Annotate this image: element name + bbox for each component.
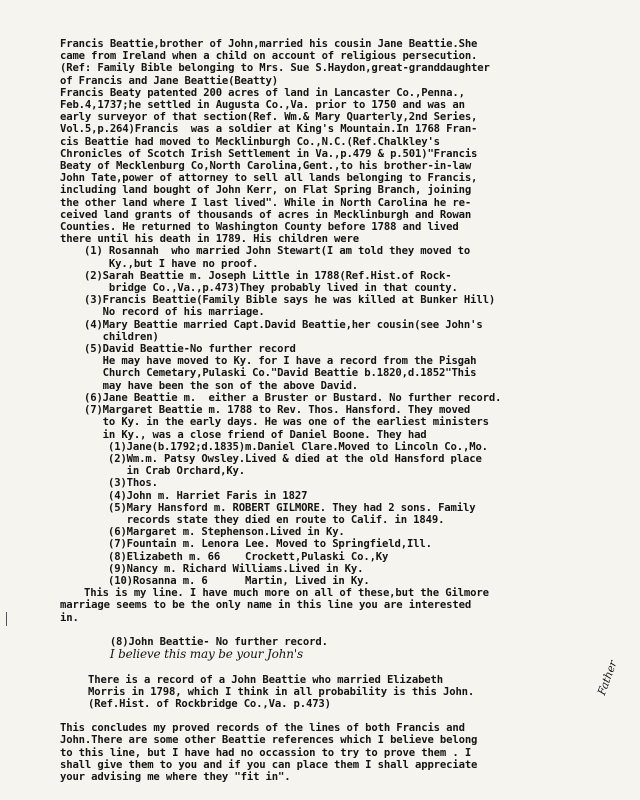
grandchild-entry: (10)Rosanna m. 6 Martin, Lived in Ky. <box>108 574 370 587</box>
child-entry: (3)Francis Beattie(Family Bible says he was killed at Bunker Hill) <box>84 294 496 307</box>
text-line: of Francis and Jane Beattie(Beatty) <box>60 74 278 87</box>
my-line-paragraph <box>60 587 630 624</box>
child-entry-continued: to Ky. in the early days. He was one of the earliest ministers <box>84 416 489 429</box>
child-entry: (6)Jane Beattie m. either a Bruster or Bustard. No further record. <box>84 391 502 404</box>
grandchild-entry: (7)Fountain m. Lenora Lee. Moved to Springfield,Ill. <box>108 538 432 551</box>
handwritten-note: I believe this may be your John's <box>109 647 304 662</box>
text-line: to this line, but I have had no occassion to try to prove them . I <box>60 746 472 759</box>
grandchild-entry: (5)Mary Hansford m. ROBERT GILMORE. They had 2 sons. Family <box>108 501 476 514</box>
closing-paragraph <box>60 722 630 783</box>
text-line: This concludes my proved records of the lines of both Francis and <box>60 722 465 735</box>
text-line: ceived land grants of thousands of acres in Mecklinburgh and Rowan <box>60 208 472 221</box>
child-entry-continued: children) <box>84 330 159 343</box>
margin-mark <box>6 612 13 626</box>
text-line: Counties. He returned to Washington County before 1788 and lived <box>60 221 459 234</box>
child-entry-continued: Ky.,but I have no proof. <box>84 257 259 270</box>
handwritten-note-father: Father <box>595 658 620 697</box>
john-line: (Ref.Hist. of Rockbridge Co.,Va. p.473) <box>88 697 331 710</box>
text-line: there until his death in 1789. His children were <box>60 233 359 246</box>
john-heading: (8)John Beattie- No further record. <box>109 635 328 648</box>
child-entry-continued: Church Cemetary,Pulaski Co."David Beattie b.1820,d.1852"This <box>84 367 477 380</box>
text-line: early surveyor of that section(Ref. Wm.& Mary Quarterly,2nd Series, <box>60 111 478 124</box>
text-line: John Tate,power of attorney to sell all lands belonging to Francis, <box>60 172 478 185</box>
text-line: including land bought of John Kerr, on Flat Spring Branch, joining <box>60 184 472 197</box>
john-beattie-entry <box>60 624 630 710</box>
child-entry: (5)David Beattie-No further record <box>84 343 296 356</box>
child-entry: (2)Sarah Beattie m. Joseph Little in 1788(Ref.Hist.of Rock- <box>84 269 452 282</box>
grandchild-entry: (4)John m. Harriet Faris in 1827 <box>108 489 308 502</box>
text-line: John.There are some other Beattie references which I believe belong <box>60 734 478 747</box>
text-line: marriage seems to be the only name in this line you are interested <box>60 599 472 612</box>
children-list <box>60 245 630 440</box>
grandchild-entry: (9)Nancy m. Richard Williams.Lived in Ky. <box>108 562 364 575</box>
grandchild-entry-continued: in Crab Orchard,Ky. <box>108 465 246 478</box>
text-line: Chronicles of Scotch Irish Settlement in Va.,p.479 & p.501)"Francis <box>60 147 478 160</box>
text-line: came from Ireland when a child on account of religious persecution. <box>60 50 478 63</box>
text-line: (Ref: Family Bible belonging to Mrs. Sue S.Haydon,great-granddaughter <box>60 62 490 75</box>
text-line: Francis Beattie,brother of John,married his cousin Jane Beattie.She <box>60 38 478 50</box>
grandchild-entry: (1)Jane(b.1792;d.1835)m.Daniel Clare.Moved to Lincoln Co.,Mo. <box>108 440 488 453</box>
text-line: shall give them to you and if you can place them I shall appreciate <box>60 758 478 771</box>
text-line: in. <box>60 611 79 624</box>
grandchild-entry: (3)Thos. <box>108 477 158 490</box>
john-line: Morris in 1798, which I think in all probability is this John. <box>88 685 475 698</box>
text-line: Francis Beaty patented 200 acres of land in Lancaster Co.,Penna., <box>60 86 465 99</box>
grandchild-entry-continued: records state they died en route to Calif. in 1849. <box>108 513 445 526</box>
child-entry-continued: No record of his marriage. <box>84 306 265 319</box>
text-line: Beaty of Mecklenburg Co,North Carolina,Gent.,to his brother-in-law <box>60 160 472 173</box>
child-entry-continued: bridge Co.,Va.,p.473)They probably lived in that county. <box>84 282 458 295</box>
john-line: There is a record of a John Beattie who married Elizabeth <box>88 673 443 686</box>
child-entry-continued: He may have moved to Ky. for I have a record from the Pisgah <box>84 355 477 368</box>
intro-paragraph <box>60 38 630 245</box>
child-entry: (7)Margaret Beattie m. 1788 to Rev. Thos. Hansford. They moved <box>84 404 471 417</box>
text-line: This is my line. I have much more on all of these,but the Gilmore <box>84 587 489 600</box>
child-entry: (1) Rosannah who married John Stewart(I am told they moved to <box>84 245 471 258</box>
child-entry-continued: in Ky., was a close friend of Daniel Boone. They had <box>84 428 427 441</box>
typed-letter <box>60 38 630 783</box>
grandchild-entry: (6)Margaret m. Stephenson.Lived in Ky. <box>108 526 345 539</box>
text-line: Vol.5,p.264)Francis was a soldier at King's Mountain.In 1768 Fran- <box>60 123 478 136</box>
text-line: your advising me where they "fit in". <box>60 770 291 783</box>
text-line: the other land where I last lived". While in North Carolina he re- <box>60 196 472 209</box>
text-line: Feb.4,1737;he settled in Augusta Co.,Va. prior to 1750 and was an <box>60 99 465 112</box>
grandchild-entry: (8)Elizabeth m. 66 Crockett,Pulaski Co.,Ky <box>108 550 389 563</box>
hansford-children-list <box>60 441 630 587</box>
child-entry-continued: may have been the son of the above David. <box>84 379 359 392</box>
text-line: cis Beattie had moved to Mecklinburgh Co.,N.C.(Ref.Chalkley's <box>60 135 440 148</box>
grandchild-entry: (2)Wm.m. Patsy Owsley.Lived & died at the old Hansford place <box>108 452 482 465</box>
child-entry: (4)Mary Beattie married Capt.David Beattie,her cousin(see John's <box>84 318 483 331</box>
